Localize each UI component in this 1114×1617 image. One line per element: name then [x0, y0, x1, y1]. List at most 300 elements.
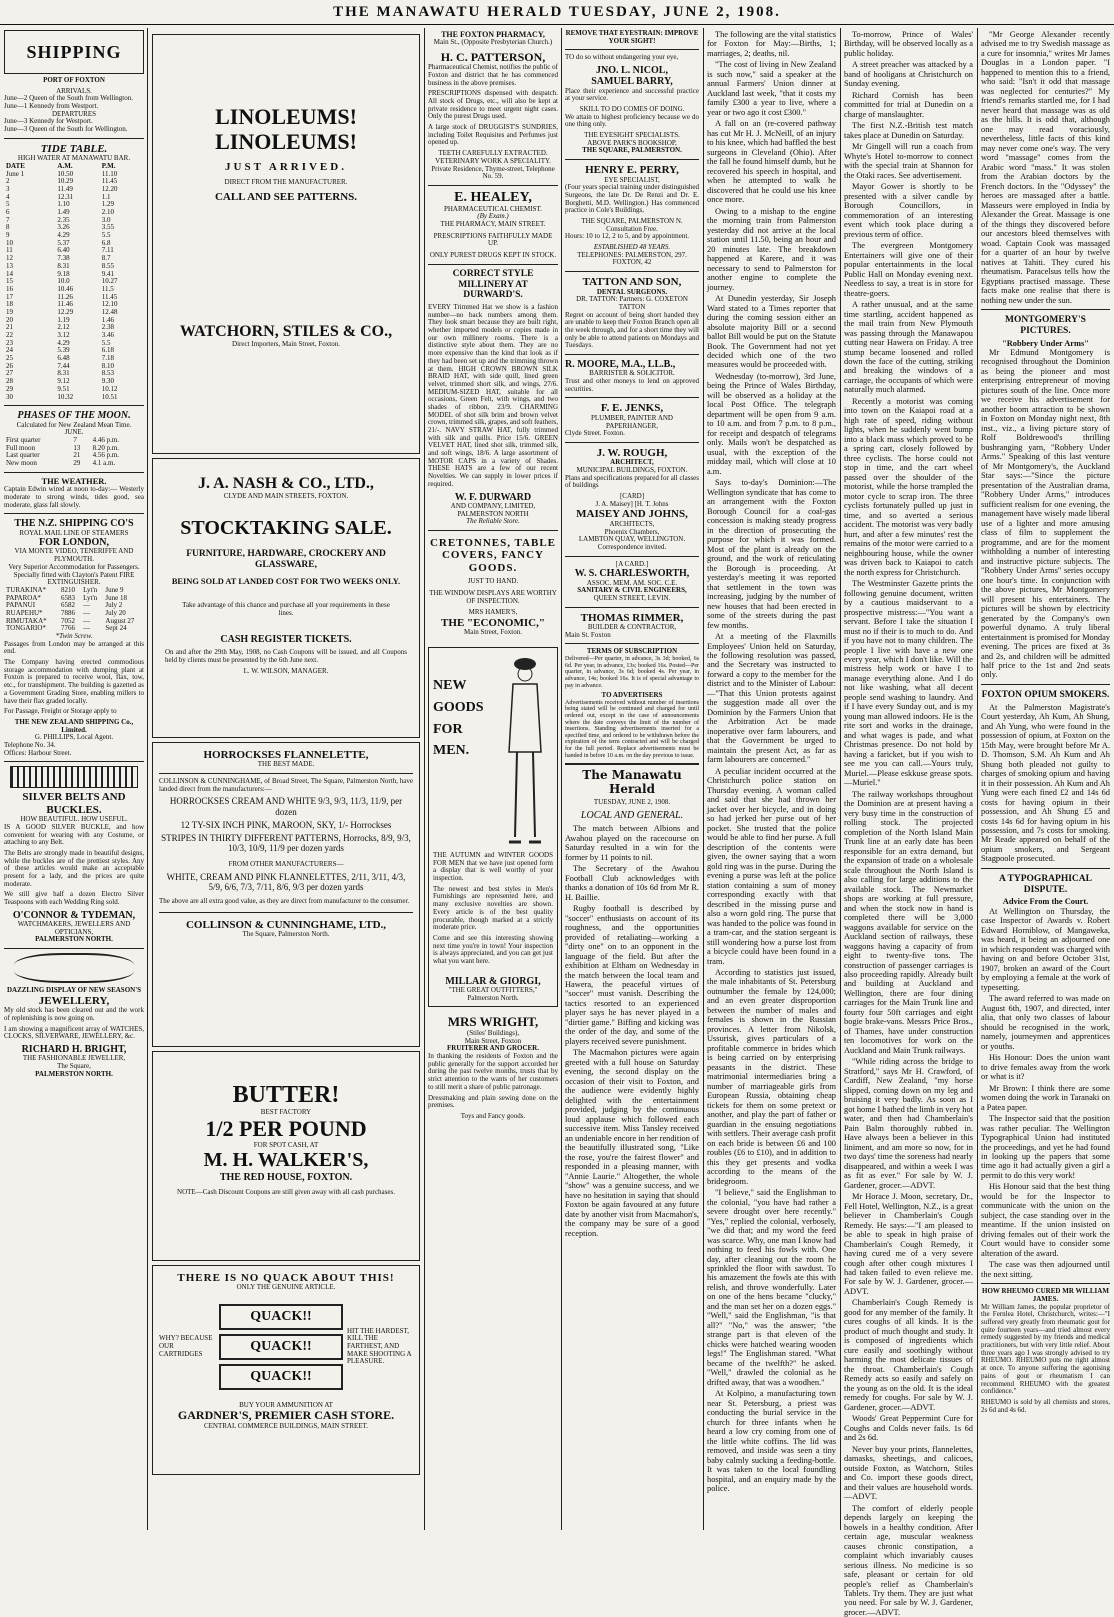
healey-exam: (By Exam.) [477, 212, 509, 221]
moore-text: Trust and other moneys to lend on approved securities. [565, 377, 699, 393]
watchorn-sub: Direct Importers, Main Street, Foxton. [232, 340, 340, 349]
moon-cell: 13 [73, 443, 81, 452]
column-advertisements [152, 30, 420, 1530]
tide-row [4, 394, 144, 402]
news-paragraph: Wednesday (to-morrow), 3rd June, being the Prince of Wales Birthday, will be observed as a holiday at the local Post Office. The telegraph department will be open from 9 a.m. to 10 a.m. and from 7 p.m. to 8 p.m., for receipt and despatch of telegrams only. Mails won't be despatched as usual, with the exception of the midday mail, which will close at 10 a.m. [707, 371, 836, 476]
tide-cell: 10.27 [101, 277, 118, 286]
departures-text: June—3 Kennedy for Westport. June—3 Queen of the South for Wellington. [4, 117, 128, 134]
tide-cell: 28 [6, 377, 13, 386]
tide-cell: 12 [6, 254, 13, 263]
tide-cell: 10.32 [57, 392, 74, 401]
tide-cell: June 1 [6, 169, 25, 178]
nash-sub: CLYDE AND MAIN STREETS, FOXTON. [223, 492, 349, 501]
tide-cell: 6.18 [101, 346, 114, 355]
tide-cell: 25 [6, 354, 13, 363]
tide-cell: 3.55 [101, 223, 114, 232]
collinson-sub: The Square, Palmerston North. [242, 930, 330, 939]
linoleum-line1: LINOLEUMS! [215, 104, 357, 129]
oconnor-heading: O'CONNOR & TYDEMAN, [12, 909, 136, 921]
tide-row [4, 171, 144, 179]
walker-sub: THE RED HOUSE, FOXTON. [219, 1171, 353, 1183]
terms-text: Delivered—Per quarter, in advance, 3s 3d; booked, 6s 6d. Per year, in advance, 13s; booked 16s. Posted—Per quarter, in advance, 3s 6d; booked 4s. Per year, in advance, 14s; booked 16s. It is of special advantage to pay in advance. [565, 656, 699, 689]
weather-heading: THE WEATHER. [41, 476, 107, 486]
news-paragraph: To-morrow, Prince of Wales' Birthday, will be observed locally as a public holiday. [844, 30, 973, 58]
silver-p2: The Belts are strongly made in beautiful designs, while the buckles are of the prettiest styles. Any of these articles would make an acceptable present for a lady, and the prices are quite moderate. [4, 848, 144, 888]
moon-cell: 4.56 p.m. [92, 451, 120, 460]
tide-row [4, 317, 144, 325]
news-paragraph: According to statistics just issued, the male inhabitants of St. Petersburg outnumber the female by 124,000; and an even greater disproportion between the number of males and females is shown in the Russian provinces. A letter from Nikolsk, Ussurisk, gives particulars of a profitable commerce in brides which is being carried on by enterprising peasants in the district. These matrimonial intermediaries bring a number of marriageable girls from European Russia, obtaining cheap tickets for them on some pretext or another, and play the part of father or guardian in the ensuing negotiations with settlers. Their average cash profit on each bride is between £6 and 100 roubles (£6 to £10), and in addition to this they get presents and vodka according to the means of the bridegroom. [707, 967, 836, 1186]
bright-location: PALMERSTON NORTH. [35, 1069, 113, 1078]
tide-cell: 4.29 [57, 338, 70, 347]
maisey-names: J. A. Maisey] [H. T. Johns [595, 499, 669, 508]
patterson-residence: Private Residence, Thyme-street, Telephone No. 59. [431, 164, 555, 181]
tide-row [4, 271, 144, 279]
tide-row [4, 363, 144, 371]
charlesworth-heading: W. S. CHARLESWORTH, [574, 568, 690, 580]
tide-cell: 7.18 [101, 354, 114, 363]
cash-register-signature: L. W. WILSON, MANAGER. [243, 667, 329, 676]
tide-row [4, 347, 144, 355]
montgomery-heading: MONTGOMERY'S PICTURES. [1005, 315, 1086, 336]
tide-heading: TIDE TABLE. [40, 142, 108, 155]
barry-name: SAMUEL BARRY, [591, 76, 673, 88]
eyestrain-skill: SKILL TO DO COMES OF DOING. [579, 105, 685, 114]
steamer-cell: RUAPEHU* [6, 608, 43, 617]
tide-cell: 10.46 [57, 284, 74, 293]
tide-cell: 5.37 [57, 238, 70, 247]
linoleum-line2: LINOLEUMS! [215, 128, 357, 154]
gentleman-illustration [497, 652, 553, 852]
tide-cell: 9 [6, 231, 10, 240]
wright-dressmaking: Dressmaking and plain sewing done on the premises. [428, 1093, 558, 1110]
healey-drugs: ONLY PUREST DRUGS KEPT IN STOCK. [429, 251, 557, 260]
tide-row [4, 294, 144, 302]
walker-note: NOTE—Cash Discount Coupons are still given away with all cash purchases. [177, 1188, 395, 1197]
maisey-chambers: Phoenix Chambers, [604, 527, 660, 536]
tide-row [4, 186, 144, 194]
steamer-cell: July 20 [105, 608, 126, 617]
jenks-sub: PLUMBER, PAINTER AND PAPERHANGER, [590, 413, 673, 430]
steamer-cell: 6583 [60, 593, 75, 602]
news-paragraph: Mr Horace J. Moon, secretary, Dr., Fell Hotel, Wellington, N.Z., is a great believer in Chamberlain's Cough Remedy. He says:—"I am pleased to be able to speak in high praise of Chamberlain's Cough Remedy, it having cured me of a very severe cough after other cough mixtures I had taken failed to even relieve me. For sale by W. J. Gardener, grocer.—ADVT. [844, 1192, 973, 1296]
herald-title: The Manawatu Herald [582, 768, 682, 796]
patterson-p3: A large stock of DRUGGIST'S SUNDRIES, including Toilet Requisites and Perfumes just opened up. [428, 123, 558, 147]
tide-cell: 1.10 [57, 200, 70, 209]
eyestrain-above: ABOVE PARK'S BOOKSHOP, [587, 138, 677, 147]
tide-column-header: P.M. [101, 161, 116, 170]
rimmer-address: Main St. Foxton [565, 630, 611, 639]
horrockses-other: FROM OTHER MANUFACTURERS— [228, 860, 344, 869]
eyestrain-aim: We attain to highest proficiency because we do one thing only. [565, 112, 699, 129]
tide-cell: 5.5 [101, 231, 111, 240]
news-paragraph: Owing to a mishap to the engine the morning train from Palmerston yesterday did not arrive at the local station until 11.50, being an hour and 20 minutes late. The breakdown happened at Karere, and it was necessary to send to Palmerston for another engine to complete the journey. [707, 206, 836, 292]
tide-cell: 1.19 [57, 315, 70, 324]
tide-row [4, 178, 144, 186]
tide-cell: 10 [6, 238, 13, 247]
tide-row [4, 255, 144, 263]
passages-text: Passages from London may be arranged at this end. [4, 639, 144, 656]
moore-heading: R. MOORE, M.A., LL.B., [565, 359, 676, 371]
dazzling-p1: My old stock has been cleared out and the work of replenishing is now going on. [4, 1006, 144, 1022]
tide-row [4, 386, 144, 394]
tide-cell: 12.31 [57, 192, 74, 201]
tide-cell: 4.29 [57, 231, 70, 240]
tide-cell: 2.35 [57, 215, 70, 224]
patterson-p2: PRESCRIPTIONS dispensed with despatch. All stock of Drugs, etc., will also be kept at private residence to meet urgent night cases. Only the purest Drugs used. [428, 89, 558, 121]
cretonnes-heading: CRETONNES, TABLE COVERS, FANCY GOODS. [429, 536, 557, 574]
tide-cell: 12.29 [57, 307, 74, 316]
news-paragraphs [707, 30, 836, 1494]
tide-cell: 1.49 [57, 208, 70, 217]
cretonnes-just: JUST TO HAND. [467, 577, 519, 586]
tide-row [4, 209, 144, 217]
steamer-cell: PAPAROA* [6, 593, 41, 602]
tide-cell: 9.41 [101, 269, 114, 278]
rough-building: MUNICIPAL BUILDINGS, FOXTON. [576, 466, 688, 475]
millar-sub: "THE GREAT OUTFITTERS," [448, 985, 538, 994]
stocktaking-advice: Take advantage of this chance and purchase all your requirements in these lines. [182, 601, 390, 617]
men-p1: THE AUTUMN and WINTER GOODS FOR MEN that we have just opened form a display that is well worthy of your inspection. [433, 851, 553, 883]
steamer-table [4, 587, 144, 633]
news-paragraphs [844, 30, 973, 1617]
news-paragraph: A street preacher was attacked by a band of hooligans at Christchurch on Sunday evening. [844, 60, 973, 89]
quack-box: QUACK!! [219, 1304, 343, 1330]
news-paragraph: A fall on an (re-covered pathway has cut Mr H. J. McNeill, of an injury to his knee, which had baffled the best surgeons in Cleveland (Ohio). After the fall he found himself dumb, but he recovered his speech in hospital, and when he attempted to walk he discovered that he could use his knee once more. [707, 119, 836, 205]
new-goods-word: NEW [433, 678, 467, 694]
tide-cell: 8.31 [57, 261, 70, 270]
opium-text: At the Palmerston Magistrate's Court yesterday, Ah Kum, Ah Shung, and Ah Yung, who were found in the possession of opium, at Foxton on the 15th May, were brought before Mr A. D. Thomson, S.M. Ah Kum and Ah Shung both pleaded not guilty to charges of smoking opium and having it in their possession. Ah Kum and Ah Yung were each fined £2 and 14s 6d costs for having opium in their possession, and Ah Shung £5 and costs 14s 6d for having opium in his possession, and 7s costs for smoking. Mr Reade appeared on behalf of the opium smokers, and Sergeant Stagpoole prosecuted. [981, 702, 1110, 864]
local-agent: G. PHILLIPS, Local Agent. [34, 733, 114, 742]
linoleum-call: CALL AND SEE PATTERNS. [214, 190, 358, 203]
jenks-address: Clyde Street. Foxton. [565, 429, 625, 438]
patterson-teeth: TEETH CAREFULLY EXTRACTED. [438, 149, 548, 158]
wright-toys: Toys and Fancy goods. [460, 1111, 526, 1120]
card-label: [A CARD.] [615, 559, 649, 568]
steamer-cell: 6582 [60, 601, 75, 610]
butter-cash: FOR SPOT CASH, AT [253, 1140, 319, 1149]
tide-cell: 2.12 [57, 323, 70, 332]
perry-square: THE SQUARE, PALMERSTON N. Consultation Free. [581, 217, 683, 233]
tide-cell: 26 [6, 361, 13, 370]
news-paragraph: The comfort of elderly people depends largely on keeping the bowels in a healthy condition. After certain age, muscular weakness causes chronic constipation, a complaint which invariably causes serious illness. No medicine is so safe, pleasant or certain for old people's relief as Chamberlain's Tablets. Try them. They are just what you need. For sale by W. J. Gardener, grocer.—ADVT. [844, 1503, 973, 1617]
tide-row [4, 309, 144, 317]
twin-screw-note: *Twin Screw. [55, 632, 93, 641]
bright-heading: RICHARD H. BRIGHT, [21, 1043, 127, 1055]
moon-subheading: Calculated for New Zealand Mean Time. [16, 420, 132, 429]
shipping-logo: SHIPPING [4, 30, 144, 74]
tide-cell: 11.5 [101, 284, 114, 293]
healey-sub: PHARMACEUTICAL CHEMIST. [443, 204, 542, 213]
news-paragraph: The Secretary of the Awahou Football Club acknowledges with thanks a donation of 10s 6d from Mr R. H. Baillie. [565, 864, 699, 902]
dazzling-p2: I am showing a magnificent array of WATCHES, CLOCKS, SILVERWARE, JEWELLERY, &c. [4, 1024, 144, 1041]
nz-shipping-fit: Specially fitted with Clayton's Patent FIRE EXTINGUISHER. [13, 570, 135, 587]
moon-heading: PHASES OF THE MOON. [17, 410, 131, 422]
news-paragraph: At Kolpino, a manufacturing town near St. Petersburg, a priest was conducting the burial service in the church for three infants when he heard a low cry coming from one of the little white coffins. The lid was removed, and inside was seen a tiny baby calmly sucking a feeding-bottle. It was taken to the local foundling hospital, and an enquiry made by the police. [707, 1389, 836, 1494]
departures-heading: DEPARTURES [51, 109, 97, 118]
perry-hours: Hours: 10 to 12, 2 to 5, and by appointment. [565, 232, 690, 241]
moon-cell: First quarter [6, 435, 41, 444]
arrivals-text: June—2 Queen of the South from Wellington. June—1 Kennedy from Westport. [4, 94, 133, 111]
tide-cell: 7.11 [101, 246, 114, 255]
tide-cell: 8 [6, 223, 10, 232]
durward-sub: AND COMPANY, LIMITED, PALMERSTON NORTH [450, 501, 536, 518]
tide-cell: 1.29 [101, 200, 114, 209]
steamer-cell: — [83, 624, 91, 633]
tide-cell: 30 [6, 392, 13, 401]
silver-sub: HOW BEAUTIFUL. HOW USEFUL. [20, 815, 128, 824]
nz-shipping-for: FOR LONDON, [39, 537, 109, 549]
tide-cell: 12.48 [101, 307, 118, 316]
moon-table [4, 437, 144, 468]
tide-cell: 7.44 [57, 361, 70, 370]
new-goods-word: GOODS [433, 699, 484, 715]
tide-cell: 12.20 [101, 184, 118, 193]
tatton-established: ESTABLISHED 48 YEARS. [593, 243, 671, 252]
tide-row [4, 232, 144, 240]
montgomery-sub: "Robbery Under Arms" [1002, 338, 1089, 348]
nz-shipping-sub: ROYAL MAIL LINE OF STEAMERS [19, 528, 129, 537]
column-divider [977, 28, 978, 1530]
healey-prescriptions: PRESCRIPTIONS FAITHFULLY MADE UP. [433, 231, 553, 248]
tide-cell: 2 [6, 177, 10, 186]
charlesworth-address: QUEEN STREET, LEVIN. [593, 593, 671, 602]
news-paragraph: Chamberlain's Cough Remedy is good for any member of the family. It cures coughs of all kinds. It is the product of much thought and study. It is composed of ingredients which cure easily and soothingly without harming the most delicate tissues of the throat. Chamberlain's Cough Remedy acts so easily and safely on the young as on the old. It is the ideal remedy for coughs. For sale by W. J. Gardener, grocer.—ADVT. [844, 1298, 973, 1412]
jenks-heading: F. E. JENKS, [600, 402, 664, 415]
quack-ad [152, 1265, 420, 1475]
tide-cell: 15 [6, 277, 13, 286]
news-paragraph: The match between Albions and Awahou played on the racecourse on Saturday resulted in a win for the former by 11 points to nil. [565, 824, 699, 862]
steamer-cell: Lyt'n [83, 593, 98, 602]
moon-cell: New moon [6, 458, 37, 467]
butter-heading: BUTTER! [232, 1082, 340, 1108]
tide-row [4, 286, 144, 294]
news-paragraph: Mr Gingell will run a coach from Whyte's Hotel to-morrow to connect with the special train at Shannon for the Otaki races. See advertisement. [844, 142, 973, 180]
tide-column-header: DATE [6, 161, 25, 170]
tide-cell: 1.1 [101, 192, 111, 201]
tide-cell: 16 [6, 284, 13, 293]
tide-cell: 17 [6, 292, 13, 301]
masthead-rule [0, 24, 1114, 25]
news-paragraph: The Westminster Gazette prints the following genuine document, written by a cautious maidservant to a prospective mistress:—"You want a servant. Before I take the situation I must no if their is to much to do. And if you have not to many children. The people I live with have a new one every year, which I don't like. Will the mistress help work or have I to manage everything alone. And I do not like washing, what all decent people send washing to laundry. And if I have every Sunday out, and is my young man allowed indoors. He is the rite sort and works in the drainage, and what wages is pade, and what Christmas presence. Do not hold by having a faricket, but if you wish to see me you can call.—Yours truly, Muriel.—Please eskkuse grease spots.—Muriel." [844, 579, 973, 788]
tide-row [4, 194, 144, 202]
nash-heading: J. A. NASH & CO., LTD., [198, 475, 374, 492]
new-goods-ad [428, 647, 558, 1007]
tide-cell: 6.40 [57, 246, 70, 255]
rheumo-heading: HOW RHEUMO CURED MR WILLIAM JAMES. [982, 1287, 1109, 1303]
news-paragraph: At Dunedin yesterday, Sir Joseph Ward stated to a Times reporter that during the coming session either an absolute majority Bill or a second ballot Bill would be put on the Statute Book. The Government had not yet decided which one of the two measures would be proceeded with. [707, 294, 836, 370]
tide-row [4, 263, 144, 271]
herald-date: TUESDAY, JUNE 2, 1908. [593, 798, 671, 807]
steamer-cell: — [83, 601, 91, 610]
maisey-lambton: LAMBTON QUAY, WELLINGTON. [578, 535, 686, 544]
terms-heading: TERMS OF SUBSCRIPTION [586, 647, 678, 656]
patterson-p1: Pharmaceutical Chemist, notifies the public of Foxton and district that he has commenced business in the above premises. [428, 63, 558, 87]
column-divider [703, 28, 704, 1530]
tide-cell: 9.30 [101, 377, 114, 386]
tatton-text: Regret on account of being short handed they are unable to keep their Foxton Branch open all the week through, and for a short time they will only be able to attend patients on Mondays and Tuesdays. [565, 310, 699, 350]
tide-cell: 8.10 [101, 361, 114, 370]
millar-location: Palmerston North. [467, 993, 519, 1002]
cash-register-heading: CASH REGISTER TICKETS. [220, 633, 352, 645]
tide-cell: 11.45 [101, 177, 118, 186]
tide-cell: 7 [6, 215, 10, 224]
rimmer-heading: THOMAS RIMMER, [580, 611, 684, 624]
moon-cell: 8.20 p.m. [92, 443, 120, 452]
freight-text: For Passage, Freight or Storage apply to [4, 707, 117, 716]
new-goods-word: MEN. [433, 743, 470, 759]
patterson-vet: VETERINARY WORK A SPECIALITY. [435, 156, 551, 165]
steamer-cell: July 2 [105, 601, 123, 610]
tide-row [4, 201, 144, 209]
news-paragraph: Never buy your prints, flannelettes, damasks, sheetings, and calicoes, outside Foxton, as Watchorn, Stiles and Co. import these goods direct, and their values are household words.—ADVT. [844, 1444, 973, 1502]
tide-cell: 4 [6, 192, 10, 201]
tide-cell: 24 [6, 346, 13, 355]
moon-cell: 7 [73, 435, 77, 444]
tide-cell: 3 [6, 184, 10, 193]
quack-hit: HIT THE HARDEST, KILL THE FARTHEST, AND MAKE SHOOTING A PLEASURE. [347, 1326, 412, 1366]
horrockses-intro: COLLINSON & CUNNINGHAME, of Broad Street, The Square, Palmerston North, have landed direct from the manufacturers:— [159, 777, 413, 793]
news-paragraph: The first N.Z.-British test match takes place at Dunedin on Saturday. [844, 121, 973, 140]
tide-cell: 11.45 [101, 292, 118, 301]
wright-sub: (Stiles' Buildings), [466, 1029, 520, 1037]
rimmer-sub: BUILDER & CONTRACTOR, [587, 623, 677, 632]
typographical-p5: The Inspector said that the position was rather peculiar. The Wellington Typographical Union had instituted the proceedings, and yet he had found in looking up the papers that some time ago it had actually given a girl a permit to do this very work! [981, 1114, 1110, 1180]
cash-register-text: On and after the 29th May, 1908, no Cash Coupons will be issued, and all Coupons held by clients must be presented by the 6th June next. [165, 647, 407, 664]
tide-row [4, 378, 144, 386]
steamer-cell: 7766 [60, 624, 75, 633]
gardner-sub: CENTRAL COMMERCE BUILDINGS, MAIN STREET. [203, 1421, 369, 1430]
tide-row [4, 324, 144, 332]
typographical-p7: The case was then adjourned until the next sitting. [981, 1260, 1110, 1279]
stocktaking-cost: BEING SOLD AT LANDED COST FOR TWO WEEKS ONLY. [171, 576, 401, 586]
nz-shipping-via: VIA MONTE VIDEO, TENERIFFE AND PLYMOUTH. [14, 547, 134, 564]
column-divider [840, 28, 841, 1530]
linoleum-ad [152, 34, 420, 454]
tide-cell: 21 [6, 323, 13, 332]
tide-row [4, 278, 144, 286]
healey-heading: E. HEALEY, [454, 189, 532, 205]
tide-cell: 10.29 [57, 177, 74, 186]
telephone: Telephone No. 34. [4, 740, 56, 749]
tide-cell: 9.51 [57, 384, 70, 393]
collinson-heading: COLLINSON & CUNNINGHAME, LTD., [185, 918, 387, 931]
butter-ad [152, 1051, 420, 1261]
news-paragraph: The evergreen Montgomery Entertainers will give one of their popular entertainments in the local Public Hall on Monday evening next. Needless to say, a treat is in store for theatre-goers. [844, 241, 973, 298]
tide-cell: 9.12 [57, 377, 70, 386]
oconnor-sub: WATCHMAKERS, JEWELLERS AND OPTICIANS, [17, 920, 131, 936]
rheumo-sold: RHEUMO is sold by all chemists and stores, 2s 6d and 4s 6d. [981, 1397, 1110, 1414]
eyestrain-specialists: THE EYESIGHT SPECIALISTS. [584, 131, 680, 140]
advertisers-text: Advertisements received without number of insertions being stated will be continued and charged for until ordered out, except in the case of announcements where the date conveys the limit of the number of insertions. Standing advertisements inserted for a specified time, and ordered to be withdrawn before the expiration of the term contracted and will be charged for the full period. Replace advertisements must be handed in before 10 a.m. on the day previous to issue. [565, 699, 699, 759]
pharmacy-heading: THE FOXTON PHARMACY, [441, 30, 545, 39]
men-p2: The newest and best styles in Men's Furnishings are represented here, and many exclusive novelties are shown. Every article is of the best quality procurable, though marked at a strictly moderate price. [433, 884, 553, 932]
steamer-cell: — [83, 608, 91, 617]
advertisers-heading: TO ADVERTISERS [601, 691, 663, 700]
durward-heading: W. F. DURWARD [454, 491, 532, 503]
typographical-heading: A TYPOGRAPHICAL DISPUTE. [999, 873, 1092, 895]
column-news-c [981, 30, 1110, 1530]
typographical-sub: Advice From the Court. [1002, 897, 1089, 907]
moon-cell: 4.46 p.m. [92, 435, 120, 444]
news-paragraph: "While riding across the bridge to Stratford," says Mr H. Crawford, of Cardiff, New Zealand, "my horse slipped, coming down on my leg and bruising it very badly. As soon as I got home I bathed the limb in very hot water, and then had Chamberlain's Pain Balm thoroughly rubbed in. Have always been a believer in this liniment, and am more so now, for in two days' time the soreness had nearly disappeared, and within a week I was as fit as ever." For sale by W. J. Gardener, grocer.—ADVT. [844, 1057, 973, 1190]
ornament [14, 953, 134, 983]
moon-cell: 29 [73, 458, 81, 467]
stocktaking-heading: STOCKTAKING SALE. [180, 516, 392, 539]
tatton-partners: DR. TATTON: Partners: G. COXETON TATTON [576, 295, 688, 311]
quack-box: QUACK!! [219, 1364, 343, 1390]
steamer-cell: Sept 24 [105, 624, 127, 633]
ammo-text: BUY YOUR AMMUNITION AT [239, 1400, 333, 1409]
tide-cell: 19 [6, 307, 13, 316]
steamer-cell: 8210 [60, 585, 75, 594]
news-paragraph: At a meeting of the Flaxmills Employees' Union held on Saturday, the following resolution was passed, and the Secretary was instructed to forward a copy to the member for the district and to the Minister of Labour:—"That this Union protests against the suggestion made all over the Dominion by the Farmers Union that the Arbitration Act be made inoperative over farm labourers, and that the Government be urged to maintain the present Act, as far as farm labourers are concerned." [707, 632, 836, 765]
column-chemists [428, 30, 558, 1530]
tide-cell: 14 [6, 269, 13, 278]
tide-cell: 5.39 [57, 346, 70, 355]
dazzling-heading: DAZZLING DISPLAY OF NEW SEASON'S [6, 986, 142, 995]
linoleum-direct: DIRECT FROM THE MANUFACTURER. [224, 178, 348, 187]
news-paragraph: Richard Cornish has been committed for trial at Dunedin on a charge of manslaughter. [844, 90, 973, 119]
economic-heading: THE "ECONOMIC," [441, 616, 545, 629]
steamer-cell: June 18 [105, 593, 127, 602]
tide-cell: 7.38 [57, 254, 70, 263]
news-paragraph: A peculiar incident occurred at the Christchurch police station on Thursday evening. A woman called and said that she had thrown her jacket over her bicycle, and in doing so had jerked her purse out of her pocket. She trusted that the police would be able to find her purse. A full description of the contents were given, the owner saying that a worn gold ring was in the purse. During the evening a purse was left at the police station containing a sum of money corresponding exactly with that described in the missing purse and also a worn gold ring. The purse that was handed to the police was found in a tram-car, and the station sergeant is still wondering how a purse lost from a bicycle could have been found in a tram. [707, 766, 836, 966]
tide-cell: 23 [6, 338, 13, 347]
millar-heading: MILLAR & GIORGI, [445, 975, 541, 987]
tide-cell: 9.18 [57, 269, 70, 278]
news-paragraph: Mayor Gower is shortly to be presented with a silver candle by Borough Councillors, in commemoration of an interesting event which took place during a previous term of office. [844, 182, 973, 239]
moore-sub: BARRISTER & SOLICITOR. [589, 369, 675, 378]
wright-heading: MRS WRIGHT, [447, 1014, 539, 1030]
walker-heading: M. H. WALKER'S, [203, 1149, 369, 1172]
column-divider [561, 28, 562, 1530]
column-professional [565, 30, 699, 1530]
column-shipping [4, 30, 144, 1530]
quack-why: WHY? BECAUSE OUR CARTRIDGES [159, 1334, 213, 1358]
arrivals-heading: ARRIVALS. [56, 86, 92, 95]
charlesworth-assoc: ASSOC. MEM. AM. SOC. C.E. [586, 578, 678, 587]
horrockses-line1: HORROCKSES CREAM AND WHITE 9/3, 9/3, 11/3, 11/9, per dozen [169, 796, 403, 817]
tide-cell: 10.51 [101, 392, 118, 401]
oconnor-location: PALMERSTON NORTH. [35, 935, 113, 944]
montgomery-text: Mr Edmund Montgomery is recognised throughout the Dominion as being the pioneer and most enterprising entrepreneur of moving pictures south of the line. Once more we receive his advertisement for another boom attraction to be shown in Foxton on Monday night next, 8th inst., viz., a living picture story of Rolf Boldrewood's thrilling bushranging yarn, "Robbery Under Arms." Speaking of this last venture of Mr Montgomery's, the Auckland Star says:—"Since the picture presentation of the Australian drama, "Robbery Under Arms," introduces sufficient realism for one evening, the management have wisely made liberal use of a lighter and more amusing class of film to supplement the programme, and are for the moment withholding a number of interesting and instructive picture subjects. The "Robbery Under Arms" series occupy one hour's time. In conjunction with the above pictures, Mr Montgomery will present his entertainers. The pictures will be shown by electricity generated by the Company's own powerful dynamo. A truly liberal entertainment is promised for Monday evening. The prices are fixed at 3s and 2s, and children will be admitted half price to the 1st and 2nd seats only. [981, 348, 1110, 680]
wright-text: In thanking the residents of Foxton and the public generally for the support accorded her during the past twelve months, trusts that by strict attention to the wants of her customers to still merit a share of public patronage. [428, 1052, 558, 1091]
tide-cell: 8.55 [101, 261, 114, 270]
tide-cell: 11.10 [101, 169, 118, 178]
company-text: The Company having erected commodious storage accommodation with dumping plant at Foxton is prepared to receive wool, flax, tow, etc., for transhipment. The building is gazetted as a Government Grading Store, enabling millers to have their flax graded locally. [4, 658, 144, 705]
tide-cell: 5.5 [101, 338, 111, 347]
rough-sub: ARCHITECT, [610, 458, 654, 467]
butter-price: 1/2 PER POUND [205, 1115, 367, 1141]
tide-row [4, 240, 144, 248]
news-paragraph: Recently a motorist was coming into town on the Kaiapoi road at a high rate of speed, riding without lights, when he suddenly went bump into a black mass which proved to be a spring cart, closely followed by three cyclists. The horse could not stop in time, and the cart wheel passed over the shoulder of the motorist, while the horse trampled the motor cycle to scrap iron. The three cyclists fortunately pulled up just in time, and so averted a serious accident. The motorist was very badly hurt, and after a few minutes' rest the remains of the motor were carried to a neighbouring house, while the owner was driven back to Kaiapoi to catch the north express for Christchurch. [844, 396, 973, 577]
typographical-p4: Mr Brown: I think there are some women doing the work in Taranaki on a Patea paper. [981, 1083, 1110, 1112]
tide-cell: 6 [6, 208, 10, 217]
nz-co-name: THE NEW ZEALAND SHIPPING Co., Limited. [14, 717, 134, 734]
typographical-p6: His Honour said that the best thing would be for the Inspector to communicate with the union on the subject, the case standing over in the meantime. If the union insisted on driving females out of their work the Court would have to consider some alteration of the award. [981, 1182, 1110, 1258]
eyestrain-heading: REMOVE THAT EYESTRAIN: IMPROVE YOUR SIGHT! [565, 29, 699, 45]
nz-shipping-acc: Very Superior Accommodation for Passengers. [8, 562, 140, 571]
rough-text: Plans and specifications prepared for all classes of buildings [565, 473, 699, 490]
perry-text: (Four years special training under distinguished Surgeons, the late Dr. De Renzi and Dr. E. Borghetti, M.D. Wellington.) Has commenced practice in Cole's Buildings, [565, 183, 699, 215]
news-paragraph: The Macmahon pictures were again greeted with a full house on Saturday evening, the second display on the occasion of their visit to Foxton, and the audience were evidently highly delighted with the entertainment provided, judging by the continuous loud applause which followed each successive item. Miss Tansley received an undeniable encore in her rendition of the beautifully illustrated song, "Like the rose, you're the fairest flower" and responded in a pleasing manner, with "Annie Laurie." Altogether, the whole "show" was a genuine success, and we have no hesitation in saying that should Foxton be again favoured at any future date by another visit from Macmahon's, the company may be sure of a good reception. [565, 1048, 699, 1238]
hamer-name: MRS HAMER'S, [468, 608, 518, 617]
millinery-heading: CORRECT STYLE MILLINERY AT DURWARD'S. [452, 268, 534, 301]
news-paragraph: Rugby football is described by "soccer" enthusiasts on account of its roughness, and the opportunities provided of retaliating—working a "dirty one" on to an opponent in the language of the field. But after the exhibition at Eltham on Wednesday in the match between the local team and Hawera, the peaceful virtues of "soccer" must vanish. Describing the tactics resorted to an experienced player says he has never played in a "dirtier game." Biffing and kicking was the order of the day, and some of the players received severe punishment. [565, 904, 699, 1046]
nz-shipping-heading: THE N.Z. SHIPPING CO'S [14, 518, 134, 530]
port-heading: PORT OF FOXTON [43, 76, 105, 84]
tide-cell: 22 [6, 331, 13, 340]
